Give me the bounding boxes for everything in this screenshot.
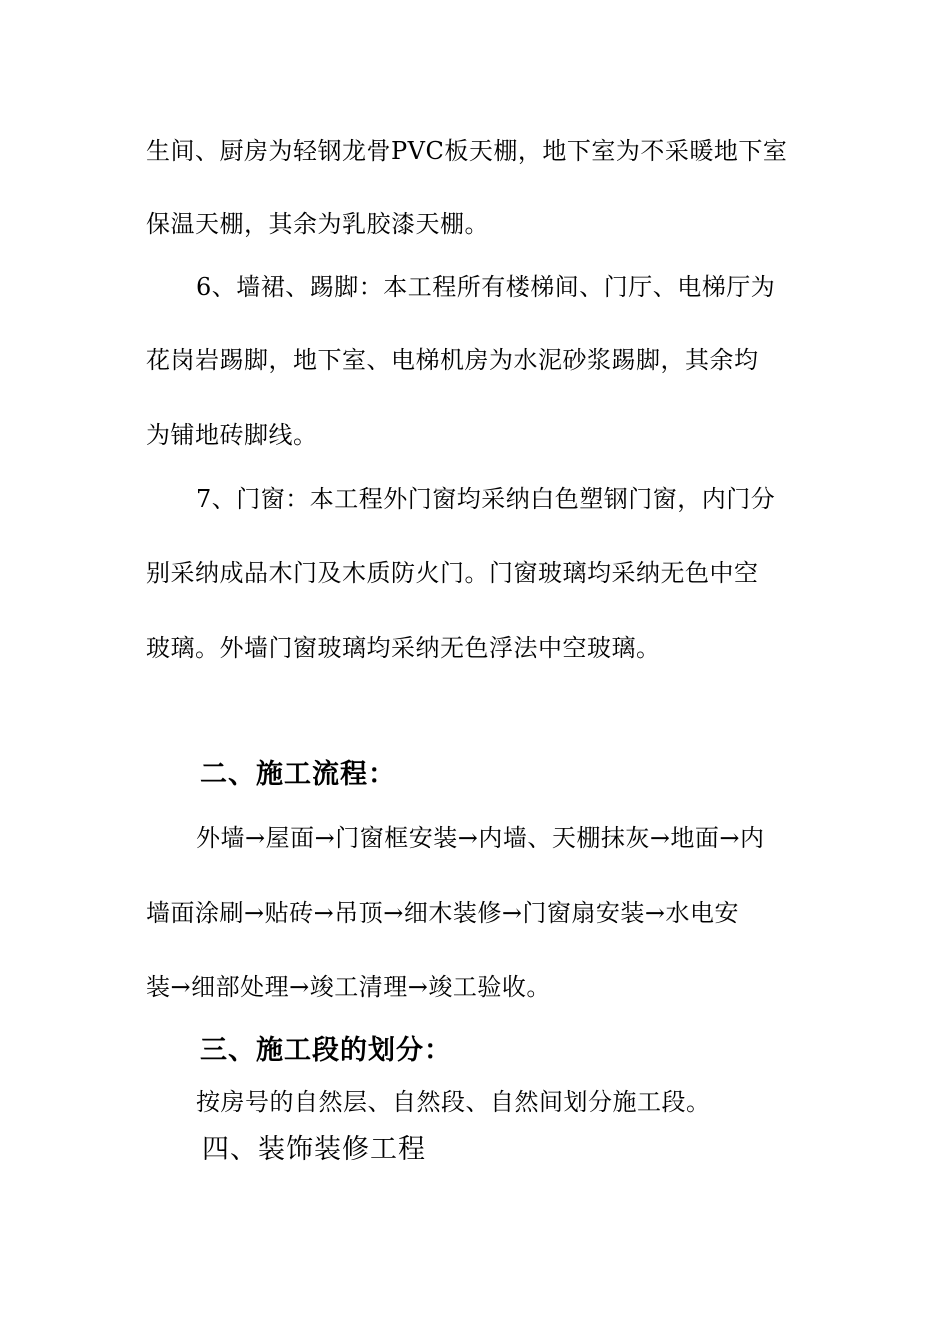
paragraph-line: 生间、厨房为轻钢龙骨PVC板天棚，地下室为不采暖地下室 bbox=[146, 137, 788, 165]
section-heading-process: 二、施工流程： bbox=[200, 759, 396, 790]
paragraph-line: 7、门窗：本工程外门窗均采纳白色塑钢门窗，内门分 bbox=[196, 485, 776, 513]
section-heading-decoration: 四、装饰装修工程 bbox=[202, 1134, 426, 1165]
paragraph-line: 外墙→屋面→门窗框安装→内墙、天棚抹灰→地面→内 bbox=[196, 824, 765, 852]
paragraph-line: 墙面涂刷→贴砖→吊顶→细木装修→门窗扇安装→水电安 bbox=[146, 899, 740, 927]
paragraph-line: 保温天棚，其余为乳胶漆天棚。 bbox=[146, 210, 489, 238]
paragraph-line: 花岗岩踢脚，地下室、电梯机房为水泥砂浆踢脚，其余均 bbox=[146, 346, 759, 374]
paragraph-line: 6、墙裙、踢脚：本工程所有楼梯间、门厅、电梯厅为 bbox=[196, 273, 776, 301]
paragraph-line: 为铺地砖脚线。 bbox=[146, 421, 318, 449]
paragraph-line: 装→细部处理→竣工清理→竣工验收。 bbox=[146, 973, 551, 1001]
paragraph-line: 按房号的自然层、自然段、自然间划分施工段。 bbox=[196, 1088, 711, 1116]
section-heading-segments: 三、施工段的划分： bbox=[200, 1035, 452, 1066]
paragraph-line: 别采纳成品木门及木质防火门。门窗玻璃均采纳无色中空 bbox=[146, 559, 759, 587]
paragraph-line: 玻璃。外墙门窗玻璃均采纳无色浮法中空玻璃。 bbox=[146, 634, 661, 662]
